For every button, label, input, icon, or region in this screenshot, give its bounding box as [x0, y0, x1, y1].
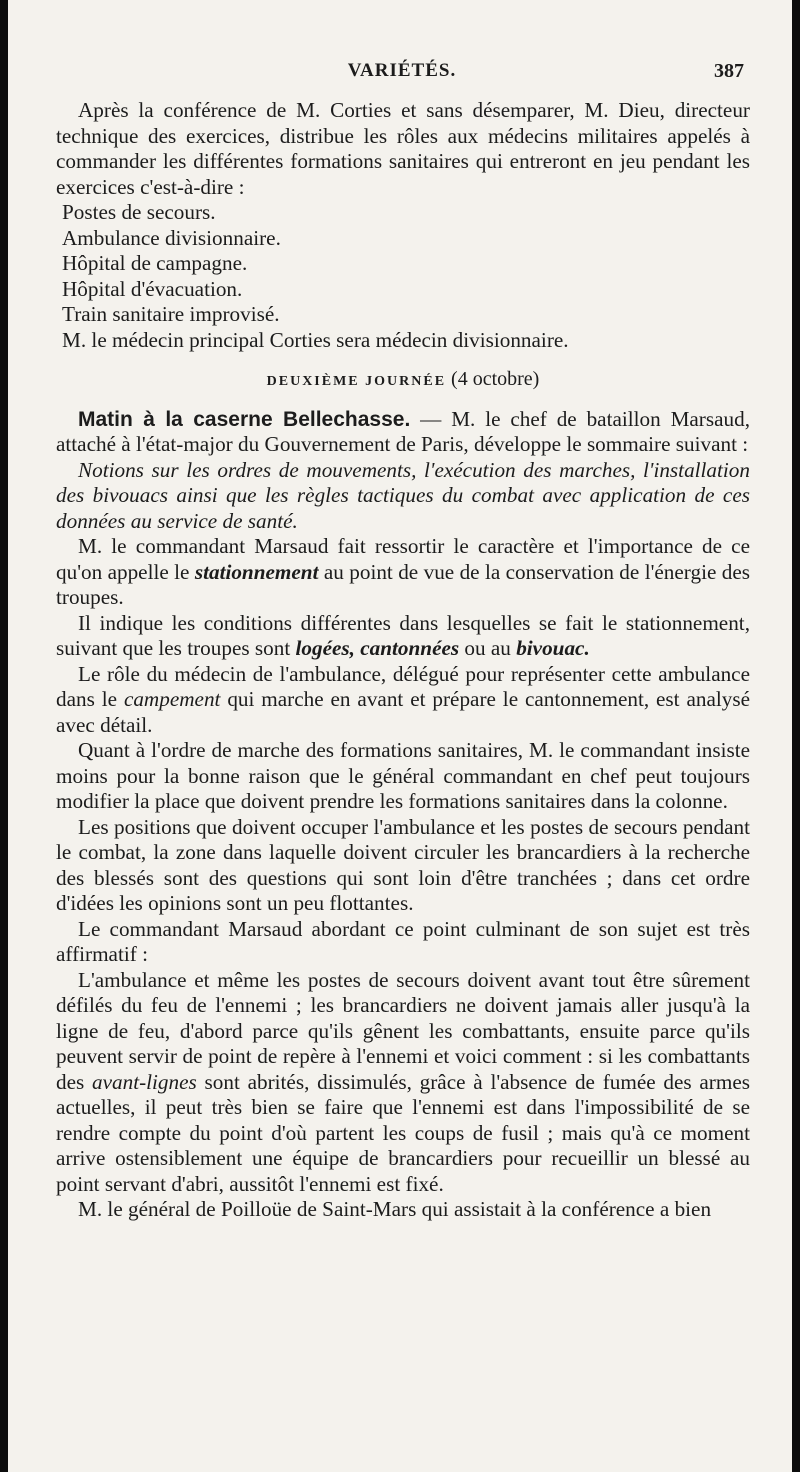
role-item: Postes de secours. [62, 200, 216, 224]
text-run: L'ambulance et même les postes de secours doivent avant tout être sûrement défilés du feu de l'ennemi ; les brancardiers ne doivent jamais aller jusqu'à la ligne de feu, d'abord parce qu'ils gênent les combattants, ensuite parce qu'ils peuvent servir de point de repère à l'ennemi et voici comment : si les combattants des [56, 967, 750, 1094]
text-run: Le rôle du médecin de l'ambulance, délégué pour représenter cette ambulance dans le [56, 661, 750, 711]
emphasis-avant-lignes: avant-lignes [92, 1069, 197, 1094]
paragraph-ordre-de-marche: Quant à l'ordre de marche des formations sanitaires, M. le commandant insiste moins pour la bonne raison que le général commandant en chef peut toujours modifier la place que doivent prendre les formations sanitaires dans la colonne. [56, 738, 750, 813]
paragraph-stationnement [56, 534, 750, 611]
role-item: Ambulance divisionnaire. [62, 225, 281, 250]
paragraph-affirmatif: Le commandant Marsaud abordant ce point culminant de son sujet est très affirmatif : [56, 916, 750, 966]
day-heading-date: (4 octobre) [451, 368, 540, 390]
paragraph-divisional-doctor: M. le médecin principal Corties sera médecin divisionnaire. [62, 327, 569, 352]
text-run: M. le commandant Marsaud fait ressortir le caractère et l'importance de ce qu'on appelle le [56, 534, 750, 584]
paragraph-rules-distribution: Après la conférence de M. Corties et sans désemparer, M. Dieu, directeur technique des exercices, distribue les rôles aux médecins militaires appelés à commander les différentes formations sanitaires qui entreront en jeu pendant les exercices c'est-à-dire : [56, 98, 750, 199]
emphasis-logees: logées, cantonnées [295, 636, 460, 660]
text-run: sont abrités, dissimulés, grâce à l'absence de fumée des armes actuelles, il peut très bien se faire que l'ennemi est dans l'impossibilité de se rendre compte du point d'où partent les coups de fusil ; mais qu'à ce moment arrive ostensiblement une équipe de brancardiers pour recueillir un blessé au point servant d'abri, aussitôt l'ennemi est fixé. [56, 1069, 750, 1196]
text-run: au point de vue de la conservation de l'énergie des troupes. [56, 559, 750, 609]
emphasis-campement: campement [123, 687, 221, 711]
paragraph-ambulance [56, 968, 750, 1198]
session-text: — M. le chef de bataillon Marsaud, attaché à l'état-major du Gouvernement de Paris, développe le sommaire suivant : [56, 406, 750, 456]
role-item: Hôpital de campagne. [62, 251, 248, 275]
emphasis-stationnement: stationnement [194, 559, 319, 584]
text-run: Il indique les conditions différentes dans lesquelles se fait le stationnement, suivant que les troupes sont [56, 610, 750, 660]
text-run: qui marche en avant et prépare le cantonnement, est analysé avec détail. [56, 687, 750, 737]
page-number: 387 [714, 60, 744, 82]
role-item: Train sanitaire improvisé. [62, 302, 280, 326]
running-head: VARIÉTÉS. [347, 60, 457, 81]
page-header [56, 60, 748, 88]
roles-list [56, 200, 750, 328]
body-text [56, 98, 750, 1223]
day-heading-label: DEUXIÈME JOURNÉE [266, 374, 447, 389]
role-item: Hôpital d'évacuation. [62, 276, 243, 301]
session-title: Matin à la caserne Bellechasse. [78, 407, 411, 431]
paragraph-conditions [56, 611, 750, 662]
emphasis-bivouac: bivouac. [516, 636, 590, 660]
paragraph-positions: Les positions que doivent occuper l'ambulance et les postes de secours pendant le combat, la zone dans laquelle doivent circuler les brancardiers à la recherche des blessés sont des questions qui sont loin d'être tranchées ; dans cet ordre d'idées les opinions sont un peu flottantes. [56, 814, 750, 915]
paragraph-general: M. le général de Poilloüe de Saint-Mars qui assistait à la conférence a bien [78, 1197, 712, 1221]
paragraph-campement [56, 662, 750, 739]
summary-notions: Notions sur les ordres de mouvements, l'exécution des marches, l'installation des bivouacs ainsi que les règles tactiques du combat avec application de ces données au service de santé. [56, 457, 750, 533]
day-heading [56, 367, 750, 395]
session-paragraph [56, 407, 750, 458]
text-run: ou au [459, 636, 517, 660]
